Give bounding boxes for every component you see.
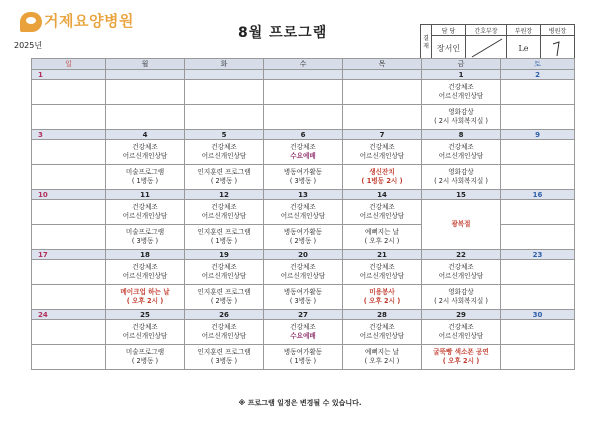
cell-line: 메이크업 하는 날 (120, 288, 170, 296)
cell-line: 어르신개인상담 (201, 332, 247, 340)
cell-line: 어르신개인상담 (280, 212, 326, 220)
program-cell-fri-am (422, 260, 501, 285)
cell-line: ( 3병동 ) (210, 357, 238, 365)
date-thu: 14 (343, 190, 422, 200)
cell-line: 건강체조 (211, 323, 237, 331)
morning-program-row (32, 80, 575, 105)
signature-staff-text: 장서인 (436, 43, 461, 53)
date-mon: 25 (106, 310, 185, 320)
morning-program-row (32, 200, 575, 225)
date-sat: 23 (501, 250, 575, 260)
afternoon-program-row (32, 345, 575, 370)
cell-line: ( 오후 2시 ) (126, 297, 164, 305)
cell-line: 어르신개인상담 (359, 212, 405, 220)
cell-line: 어르신개인상담 (201, 272, 247, 280)
approval-col-vice: 부원장 (507, 25, 541, 36)
approval-box (420, 24, 575, 61)
cell-line: 굴뚝빵 색소폰 공연 (433, 348, 489, 356)
cell-line: 수요예배 (290, 332, 316, 340)
cell-line: 예뻐지는 날 (365, 348, 399, 356)
weekday-fri: 금 (422, 59, 501, 70)
cell-line: 수요예배 (290, 152, 316, 160)
cell-line: 건강체조 (290, 143, 316, 151)
date-wed (264, 70, 343, 80)
cell-line: 건강체조 (132, 203, 158, 211)
weekday-thu: 목 (343, 59, 422, 70)
cell-line: 어르신개인상담 (122, 212, 168, 220)
cell-line: 어르신개인상담 (280, 272, 326, 280)
program-cell-thu-am (343, 140, 422, 165)
date-sat: 2 (501, 70, 575, 80)
program-cell-mon-am (106, 80, 185, 105)
date-tue: 26 (185, 310, 264, 320)
cell-line: 영화감상 (448, 108, 474, 116)
program-cell-mon-pm (106, 105, 185, 130)
date-wed: 20 (264, 250, 343, 260)
cell-line: 미술프로그램 (125, 228, 165, 236)
program-cell-fri-pm (422, 285, 501, 310)
weekday-mon: 월 (106, 59, 185, 70)
cell-line: ( 1병동 2시 ) (361, 177, 403, 185)
date-fri: 8 (422, 130, 501, 140)
date-wed: 27 (264, 310, 343, 320)
program-cell-wed-am (264, 80, 343, 105)
program-cell-sat-am (501, 80, 575, 105)
cell-line: 병동여가활동 (283, 288, 323, 296)
approval-col-director: 병원장 (541, 25, 575, 36)
date-tue (185, 70, 264, 80)
program-cell-thu-pm (343, 225, 422, 250)
cell-line: ( 2시 사회복지실 ) (434, 177, 488, 185)
cell-line: ( 오후 2시 ) (442, 357, 480, 365)
cell-line: ( 1병동 ) (210, 237, 238, 245)
date-fri: 1 (422, 70, 501, 80)
cell-line: 미술프로그램 (125, 348, 165, 356)
program-cell-mon-am (106, 260, 185, 285)
weekday-header-row (32, 59, 575, 70)
program-cell-sun-pm (32, 285, 106, 310)
cell-line: 어르신개인상담 (122, 272, 168, 280)
date-thu: 21 (343, 250, 422, 260)
date-row (32, 130, 575, 140)
approval-col-staff: 담 당 (432, 25, 466, 36)
program-cell-sun-pm (32, 225, 106, 250)
hospital-logo (20, 10, 190, 44)
date-mon: 4 (106, 130, 185, 140)
cell-line: 어르신개인상담 (438, 332, 484, 340)
program-cell-mon-am (106, 320, 185, 345)
afternoon-program-row (32, 285, 575, 310)
approval-side-label: 결 재 (421, 25, 432, 61)
weekday-wed: 수 (264, 59, 343, 70)
program-cell-tue-pm (185, 225, 264, 250)
date-thu: 7 (343, 130, 422, 140)
program-cell-sat-pm (501, 225, 575, 250)
program-cell-tue-pm (185, 105, 264, 130)
program-cell-wed-pm (264, 105, 343, 130)
approval-col-nursing: 간호부장 (466, 25, 507, 36)
cell-line: 건강체조 (448, 143, 474, 151)
signature-director (541, 36, 575, 61)
cell-line: ( 2병동 ) (210, 297, 238, 305)
morning-program-row (32, 140, 575, 165)
program-cell-sat-pm (501, 345, 575, 370)
program-cell-sun-am (32, 140, 106, 165)
program-cell-wed-pm (264, 165, 343, 190)
cell-line: 건강체조 (132, 263, 158, 271)
date-sun: 10 (32, 190, 106, 200)
holiday-cell (422, 200, 501, 250)
hospital-name: 거제요양병원 (44, 12, 134, 30)
program-cell-tue-pm (185, 285, 264, 310)
cell-line: 건강체조 (448, 263, 474, 271)
cell-line: ( 2병동 ) (289, 237, 317, 245)
date-row (32, 70, 575, 80)
program-cell-fri-pm (422, 165, 501, 190)
program-cell-mon-am (106, 140, 185, 165)
program-cell-fri-pm (422, 105, 501, 130)
program-cell-thu-pm (343, 285, 422, 310)
program-cell-sat-am (501, 320, 575, 345)
cell-line: 건강체조 (211, 203, 237, 211)
cell-line: 생신잔치 (369, 168, 395, 176)
program-cell-wed-pm (264, 345, 343, 370)
cell-line: 인지훈련 프로그램 (197, 168, 251, 176)
program-cell-tue-am (185, 320, 264, 345)
cell-line: ( 오후 2시 ) (364, 357, 400, 365)
cell-line: ( 2병동 ) (131, 357, 159, 365)
date-thu (343, 70, 422, 80)
program-cell-wed-pm (264, 225, 343, 250)
slash-mark-icon (466, 36, 506, 60)
cell-line: 건강체조 (448, 83, 474, 91)
cell-line: ( 오후 2시 ) (364, 237, 400, 245)
cell-line: 미술프로그램 (125, 168, 165, 176)
cell-line: 어르신개인상담 (122, 152, 168, 160)
cell-line: 어르신개인상담 (359, 332, 405, 340)
program-cell-tue-am (185, 80, 264, 105)
afternoon-program-row (32, 105, 575, 130)
cell-line: 어르신개인상담 (201, 212, 247, 220)
date-row (32, 310, 575, 320)
program-cell-mon-am (106, 200, 185, 225)
date-sat: 9 (501, 130, 575, 140)
program-cell-sun-am (32, 200, 106, 225)
cell-line: 어르신개인상담 (438, 272, 484, 280)
weekday-sun: 일 (32, 59, 106, 70)
date-row (32, 250, 575, 260)
cell-line: 영화감상 (448, 288, 474, 296)
program-cell-tue-am (185, 260, 264, 285)
program-cell-sat-am (501, 140, 575, 165)
signature-staff (432, 36, 466, 61)
footer-note: ※ 프로그램 일정은 변경될 수 있습니다. (238, 399, 362, 407)
cell-line: 건강체조 (290, 203, 316, 211)
date-fri: 29 (422, 310, 501, 320)
weekday-tue: 화 (185, 59, 264, 70)
cell-line: 영화감상 (448, 168, 474, 176)
date-wed: 13 (264, 190, 343, 200)
cell-line: 병동여가활동 (283, 228, 323, 236)
cell-line: 인지훈련 프로그램 (197, 228, 251, 236)
cell-line: 어르신개인상담 (122, 332, 168, 340)
program-cell-sun-am (32, 320, 106, 345)
program-cell-sat-am (501, 260, 575, 285)
cell-line: ( 2시 사회복지실 ) (434, 297, 488, 305)
signature-nursing (466, 36, 507, 61)
cell-line: 건강체조 (448, 323, 474, 331)
cell-line: ( 1병동 ) (289, 357, 317, 365)
cell-line: 어르신개인상담 (201, 152, 247, 160)
date-thu: 28 (343, 310, 422, 320)
program-cell-sun-am (32, 80, 106, 105)
cell-line: 어르신개인상담 (438, 92, 484, 100)
program-cell-sat-pm (501, 105, 575, 130)
cell-line: 어르신개인상담 (359, 272, 405, 280)
cell-line: ( 2시 사회복지실 ) (434, 117, 488, 125)
program-cell-sun-am (32, 260, 106, 285)
cell-line: 예뻐지는 날 (365, 228, 399, 236)
date-wed: 6 (264, 130, 343, 140)
program-cell-thu-am (343, 80, 422, 105)
program-cell-thu-pm (343, 105, 422, 130)
program-cell-mon-pm (106, 225, 185, 250)
program-cell-sat-am (501, 200, 575, 225)
cell-line: 인지훈련 프로그램 (197, 288, 251, 296)
date-fri: 15 (422, 190, 501, 200)
program-cell-tue-pm (185, 165, 264, 190)
date-tue: 19 (185, 250, 264, 260)
date-sat: 16 (501, 190, 575, 200)
cell-line: ( 오후 2시 ) (363, 297, 401, 305)
program-cell-tue-pm (185, 345, 264, 370)
program-cell-fri-am (422, 140, 501, 165)
signature-mark-icon (541, 36, 574, 60)
date-mon (106, 70, 185, 80)
cell-line: 건강체조 (290, 263, 316, 271)
cell-line: 건강체조 (132, 323, 158, 331)
cell-line: ( 3병동 ) (289, 177, 317, 185)
cell-line: ( 1병동 ) (131, 177, 159, 185)
page-title: 8월 프로그램 (238, 25, 328, 41)
date-sun: 24 (32, 310, 106, 320)
program-cell-tue-am (185, 200, 264, 225)
program-cell-wed-am (264, 320, 343, 345)
program-cell-wed-am (264, 260, 343, 285)
program-cell-thu-am (343, 260, 422, 285)
date-sun: 17 (32, 250, 106, 260)
date-mon: 18 (106, 250, 185, 260)
date-sat: 30 (501, 310, 575, 320)
program-cell-fri-am (422, 320, 501, 345)
date-sun: 1 (32, 70, 106, 80)
program-cell-thu-pm (343, 345, 422, 370)
cell-line: 건강체조 (369, 323, 395, 331)
program-cell-wed-am (264, 200, 343, 225)
cell-line: 어르신개인상담 (359, 152, 405, 160)
cell-line: 광복절 (451, 220, 471, 228)
program-cell-sat-pm (501, 165, 575, 190)
program-cell-fri-am (422, 80, 501, 105)
cell-line: 병동여가활동 (283, 348, 323, 356)
morning-program-row (32, 320, 575, 345)
date-fri: 22 (422, 250, 501, 260)
program-cell-mon-pm (106, 165, 185, 190)
morning-program-row (32, 260, 575, 285)
program-cell-wed-am (264, 140, 343, 165)
program-calendar (31, 58, 575, 370)
program-cell-sun-pm (32, 345, 106, 370)
program-cell-sun-pm (32, 165, 106, 190)
program-cell-thu-am (343, 200, 422, 225)
cell-line: 건강체조 (211, 143, 237, 151)
date-tue: 12 (185, 190, 264, 200)
cell-line: 어르신개인상담 (438, 152, 484, 160)
date-mon: 11 (106, 190, 185, 200)
cell-line: ( 3병동 ) (289, 297, 317, 305)
logo-icon (20, 12, 42, 32)
cell-line: ( 2병동 ) (210, 177, 238, 185)
cell-line: 건강체조 (211, 263, 237, 271)
cell-line: 건강체조 (369, 203, 395, 211)
program-cell-thu-am (343, 320, 422, 345)
weekday-sat: 토 (501, 59, 575, 70)
date-sun: 3 (32, 130, 106, 140)
program-cell-mon-pm (106, 285, 185, 310)
cell-line: 건강체조 (132, 143, 158, 151)
cell-line: 건강체조 (369, 263, 395, 271)
cell-line: 인지훈련 프로그램 (197, 348, 251, 356)
signature-vice-text: Le (518, 43, 529, 53)
cell-line: ( 3병동 ) (131, 237, 159, 245)
year-label: 2025년 (14, 41, 43, 50)
cell-line: 건강체조 (290, 323, 316, 331)
program-cell-sun-pm (32, 105, 106, 130)
program-cell-wed-pm (264, 285, 343, 310)
date-row (32, 190, 575, 200)
program-cell-mon-pm (106, 345, 185, 370)
program-cell-thu-pm (343, 165, 422, 190)
cell-line: 미용봉사 (369, 288, 395, 296)
signature-vice (507, 36, 541, 61)
program-cell-tue-am (185, 140, 264, 165)
program-cell-sat-pm (501, 285, 575, 310)
program-cell-fri-pm (422, 345, 501, 370)
afternoon-program-row (32, 165, 575, 190)
date-tue: 5 (185, 130, 264, 140)
cell-line: 병동여가활동 (283, 168, 323, 176)
cell-line: 건강체조 (369, 143, 395, 151)
